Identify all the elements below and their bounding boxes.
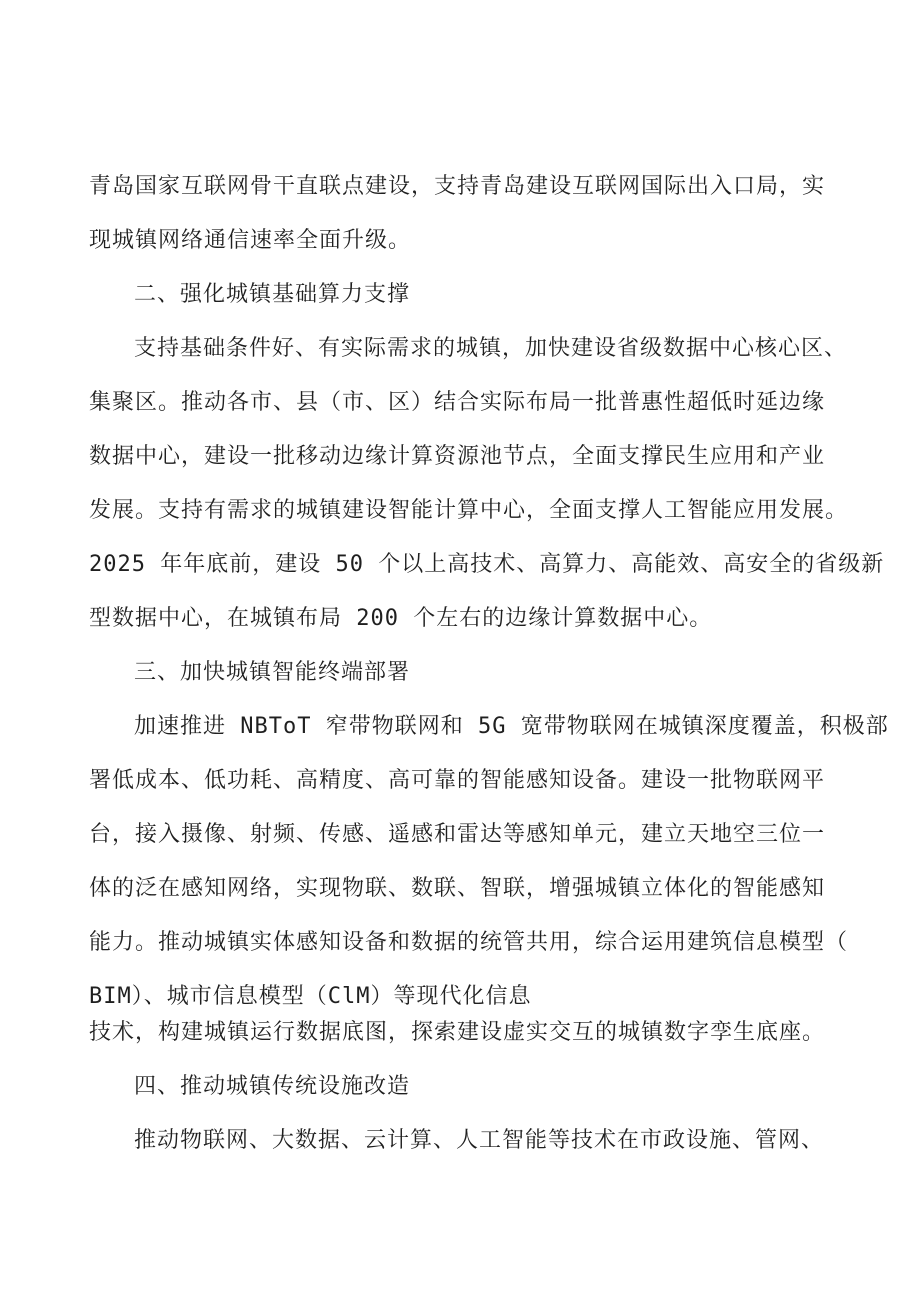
paragraph-line: 青岛国家互联网骨干直联点建设，支持青岛建设互联网国际出入口局，实: [89, 174, 826, 199]
paragraph-line: 数据中心，建设一批移动边缘计算资源池节点，全面支撑民生应用和产业: [89, 444, 826, 469]
paragraph-line: 2025 年年底前，建设 50 个以上高技术、高算力、高能效、高安全的省级新: [89, 552, 885, 577]
paragraph-line: 加速推进 NBToT 窄带物联网和 5G 宽带物联网在城镇深度覆盖，积极部: [134, 714, 889, 739]
section-heading: 四、推动城镇传统设施改造: [134, 1074, 411, 1099]
section-heading: 二、强化城镇基础算力支撑: [134, 282, 411, 307]
paragraph-line: 体的泛在感知网络，实现物联、数联、智联，增强城镇立体化的智能感知: [89, 876, 826, 901]
paragraph-line: 现城镇网络通信速率全面升级。: [89, 228, 412, 253]
paragraph-line: 推动物联网、大数据、云计算、人工智能等技术在市政设施、管网、: [134, 1128, 825, 1153]
paragraph-line: 发展。支持有需求的城镇建设智能计算中心，全面支撑人工智能应用发展。: [89, 498, 849, 523]
paragraph-line: 署低成本、低功耗、高精度、高可靠的智能感知设备。建设一批物联网平: [89, 768, 826, 793]
paragraph-line: BIM）、城市信息模型（ClM）等现代化信息: [89, 984, 532, 1009]
paragraph-line: 支持基础条件好、有实际需求的城镇，加快建设省级数据中心核心区、: [134, 336, 848, 361]
paragraph-line: 能力。推动城镇实体感知设备和数据的统管共用，综合运用建筑信息模型（: [89, 930, 849, 955]
paragraph-line: 技术，构建城镇运行数据底图，探索建设虚实交互的城镇数字孪生底座。: [89, 1020, 826, 1045]
section-heading: 三、加快城镇智能终端部署: [134, 660, 411, 685]
paragraph-line: 台，接入摄像、射频、传感、遥感和雷达等感知单元，建立天地空三位一: [89, 822, 826, 847]
paragraph-line: 型数据中心，在城镇布局 200 个左右的边缘计算数据中心。: [89, 606, 713, 631]
paragraph-line: 集聚区。推动各市、县（市、区）结合实际布局一批普惠性超低时延边缘: [89, 390, 826, 415]
